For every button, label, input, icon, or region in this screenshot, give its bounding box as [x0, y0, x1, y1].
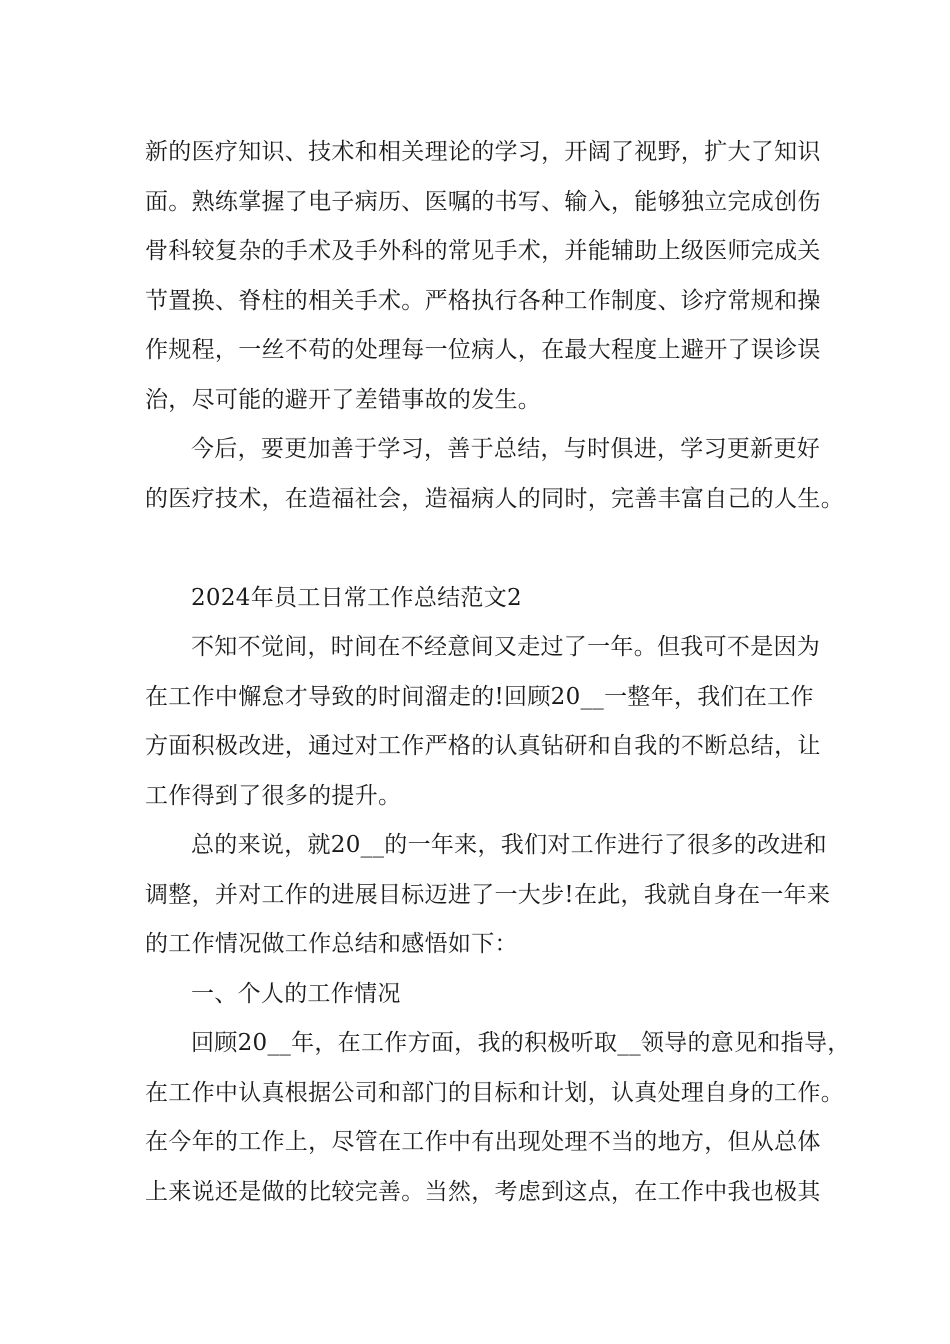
paragraph-line: 上来说还是做的比较完善。当然，考虑到这点，在工作中我也极其	[145, 1179, 821, 1205]
paragraph-line: 的医疗技术，在造福社会，造福病人的同时，完善丰富自己的人生。	[145, 486, 844, 512]
paragraph-line: 调整，并对工作的进展目标迈进了一大步!在此，我就自身在一年来	[145, 882, 831, 908]
paragraph-line: 工作得到了很多的提升。	[145, 783, 402, 809]
paragraph-line: 今后，要更加善于学习，善于总结，与时俱进，学习更新更好	[191, 436, 821, 462]
paragraph-line: 骨科较复杂的手术及手外科的常见手术，并能辅助上级医师完成关	[145, 238, 821, 264]
paragraph-line: 节置换、脊柱的相关手术。严格执行各种工作制度、诊疗常规和操	[145, 288, 821, 314]
paragraph-line: 面。熟练掌握了电子病历、医嘱的书写、输入，能够独立完成创伤	[145, 189, 821, 215]
paragraph-line: 在工作中懈怠才导致的时间溜走的!回顾20__一整年，我们在工作	[145, 684, 814, 710]
paragraph-line: 作规程，一丝不苟的处理每一位病人，在最大程度上避开了误诊误	[145, 337, 821, 363]
paragraph-line: 在工作中认真根据公司和部门的目标和计划，认真处理自身的工作。	[145, 1080, 844, 1106]
paragraph-line: 方面积极改进，通过对工作严格的认真钻研和自我的不断总结，让	[145, 733, 821, 759]
paragraph-line: 在今年的工作上，尽管在工作中有出现处理不当的地方，但从总体	[145, 1129, 821, 1155]
paragraph-line: 新的医疗知识、技术和相关理论的学习，开阔了视野，扩大了知识	[145, 139, 821, 165]
paragraph-line: 不知不觉间，时间在不经意间又走过了一年。但我可不是因为	[191, 634, 821, 660]
section-title: 2024年员工日常工作总结范文2	[191, 585, 522, 611]
subheading: 一、个人的工作情况	[191, 981, 401, 1007]
paragraph-line: 回顾20__年，在工作方面，我的积极听取__领导的意见和指导，	[191, 1030, 851, 1056]
paragraph-line: 治，尽可能的避开了差错事故的发生。	[145, 387, 542, 413]
paragraph-line: 的工作情况做工作总结和感悟如下：	[145, 931, 518, 957]
paragraph-line: 总的来说，就20__的一年来，我们对工作进行了很多的改进和	[191, 832, 827, 858]
